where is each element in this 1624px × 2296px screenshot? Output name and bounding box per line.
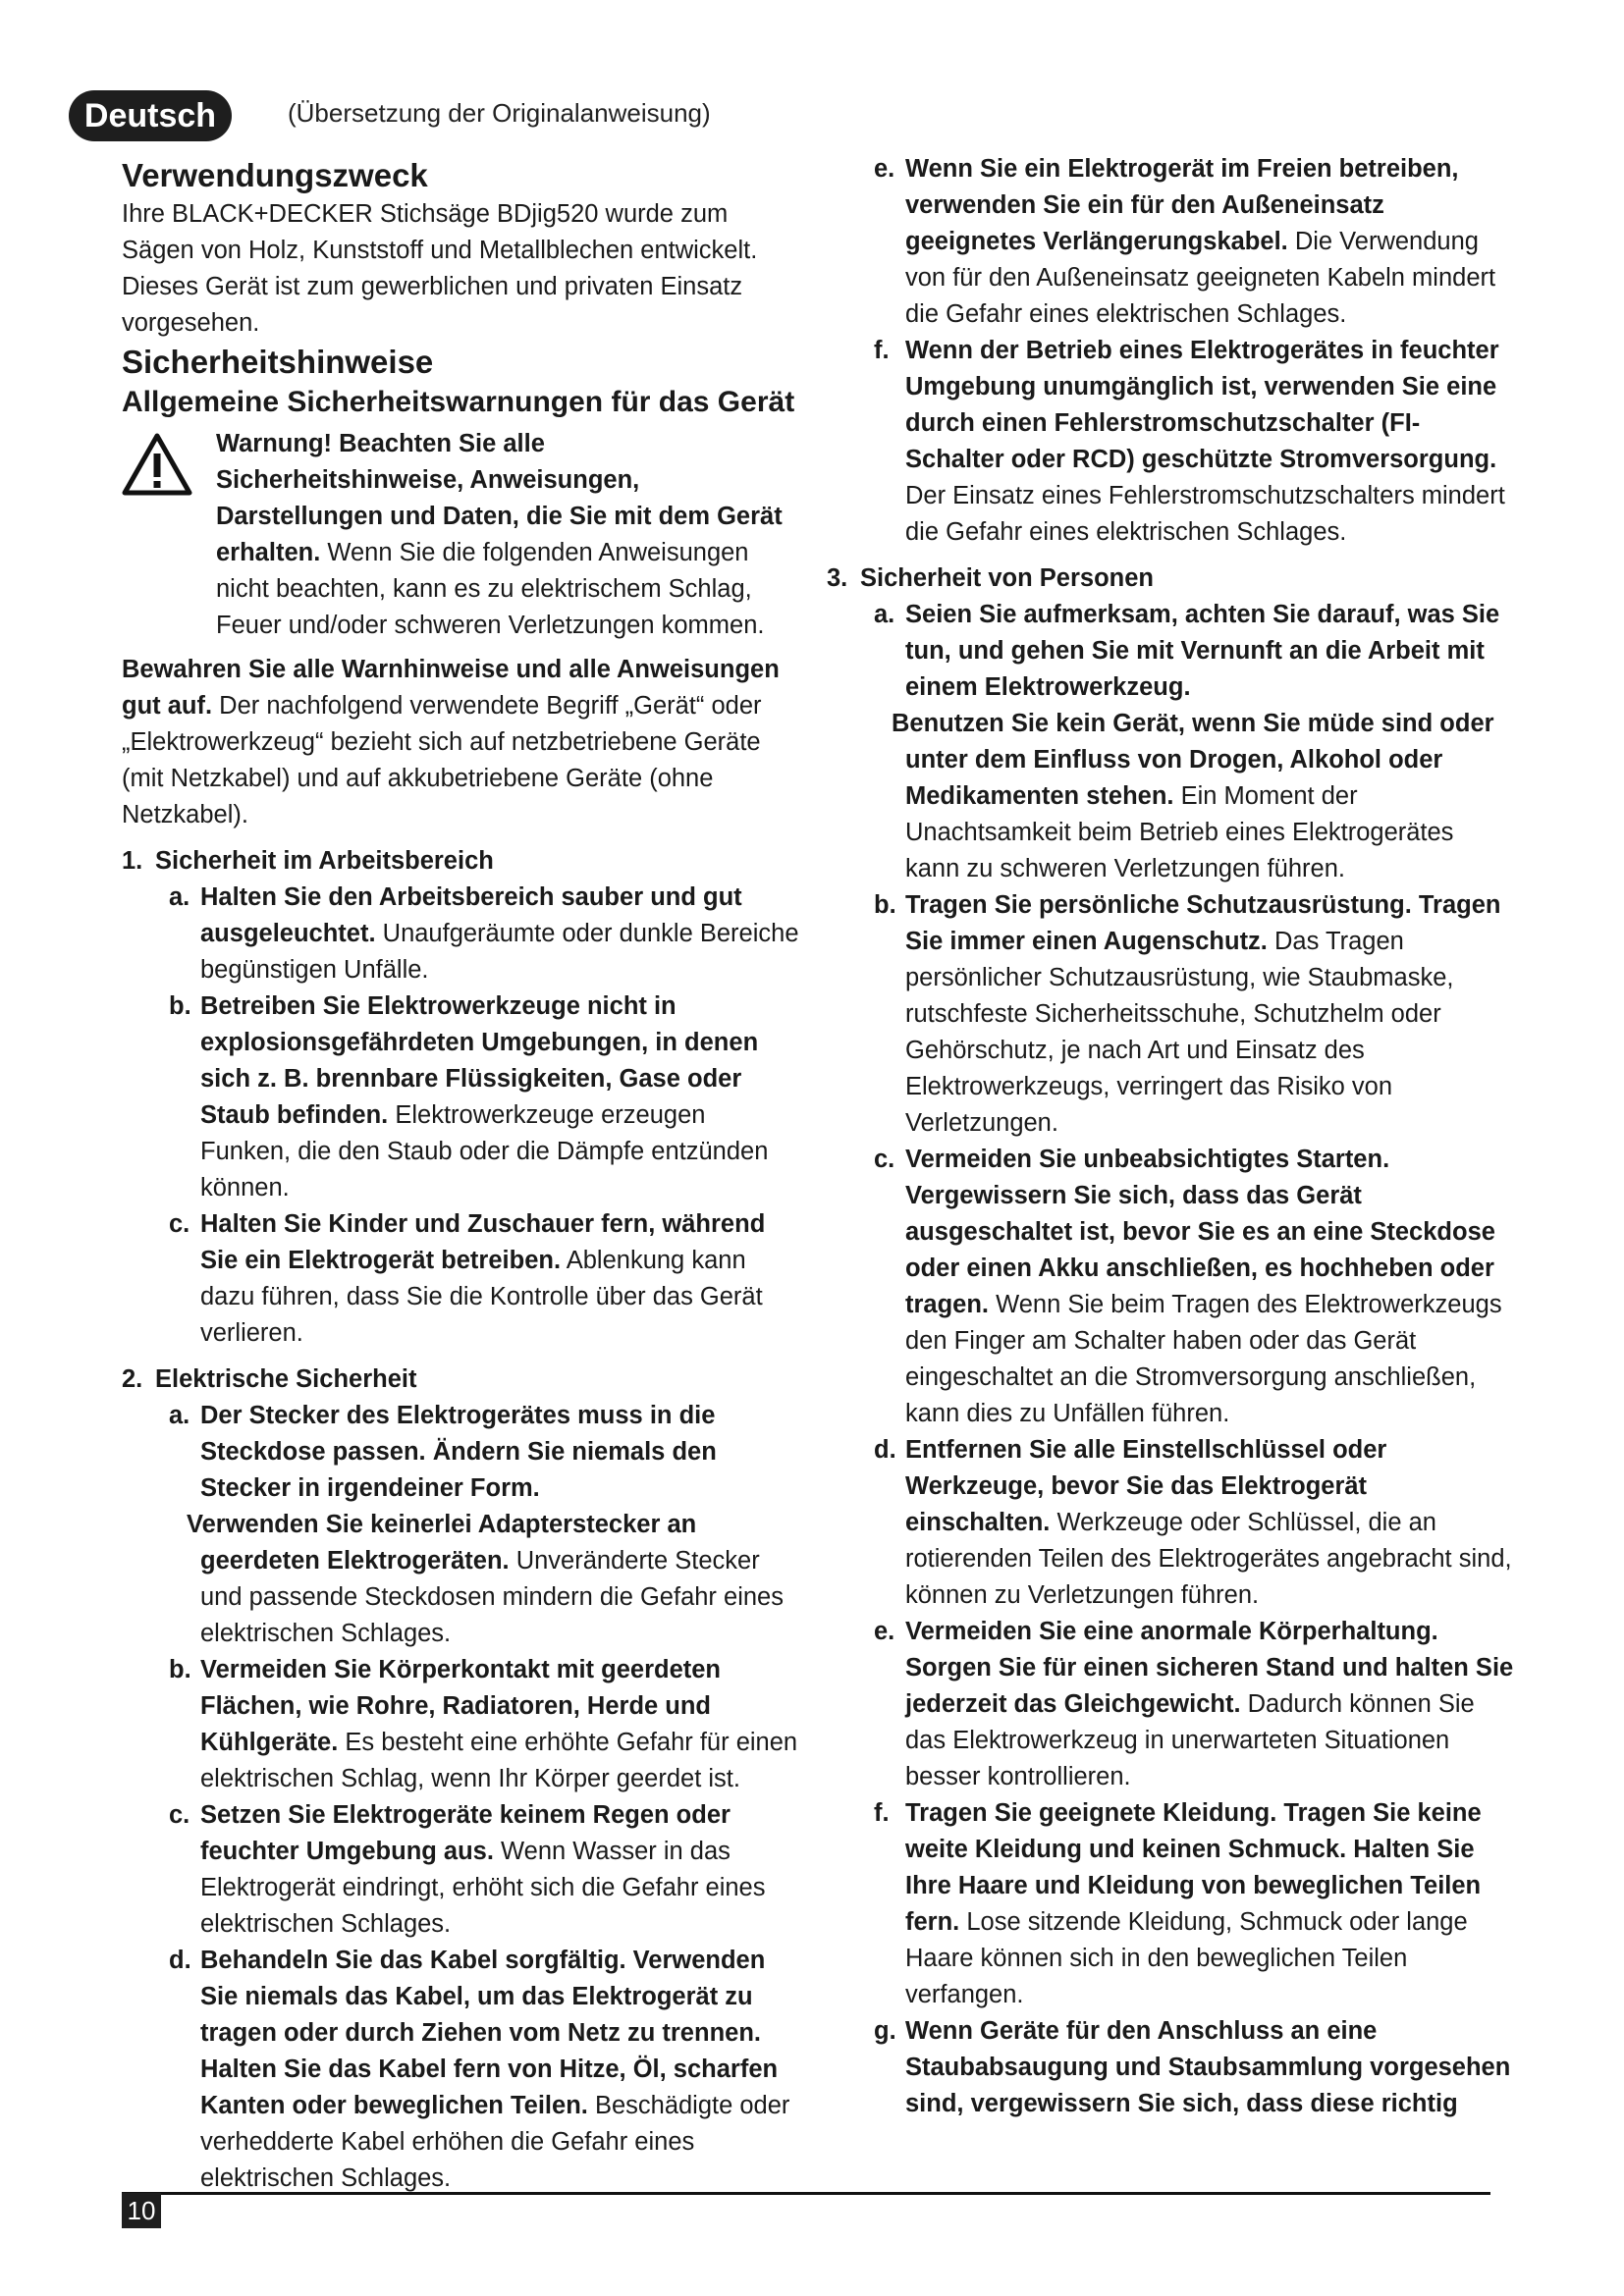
item-3a: a. Seien Sie aufmerksam, achten Sie darauf, was Sie tun, und gehen Sie mit Vernunft an die Arbeit mit einem Elektrowerkzeug.: [874, 601, 1500, 701]
item-3d: d. Entfernen Sie alle Einstellschlüssel oder Werkzeuge, bevor Sie das Elektrogerät einschalten. Werkzeuge oder Schlüssel, die an rotierenden Teilen des Elektrogerätes angebracht sind, können zu Verletzungen führen.: [874, 1436, 1512, 1609]
section-2-heading: 2. Elektrische Sicherheit: [122, 1365, 417, 1393]
warning-text: Wenn Sie die folgenden Anweisungen nicht beachten, kann es zu elektrischem Schlag, Feuer und/oder schweren Verletzungen kommen.: [216, 539, 765, 639]
item-3c: c. Vermeiden Sie unbeabsichtigtes Starten. Vergewissern Sie sich, dass das Gerät ausgeschaltet ist, bevor Sie es an eine Steckdose oder einen Akku anschließen, es hochheben oder tragen. Wenn Sie beim Tragen des Elektrowerkzeugs den Finger am Schalter haben oder das Gerät eingeschaltet an die Stromversorgung anschließen, kann dies zu Unfällen führen.: [874, 1146, 1502, 1427]
item-3f: f. Tragen Sie geeignete Kleidung. Tragen Sie keine weite Kleidung und keinen Schmuck. Halten Sie Ihre Haare und Kleidung von beweglichen Teilen fern. Lose sitzende Kleidung, Schmuck oder lange Haare können sich in den beweglichen Teilen verfangen.: [874, 1799, 1482, 2008]
warning-bold: Warnung! Beachten Sie alle Sicherheitshinweise, Anweisungen, Darstellungen und Daten, die Sie mit dem Gerät erhalten.: [216, 430, 783, 566]
item-3a-continued: Benutzen Sie kein Gerät, wenn Sie müde sind oder unter dem Einfluss von Drogen, Alkohol oder Medikamenten stehen. Ein Moment der Unachtsamkeit beim Betrieb eines Elektrogerätes kann zu schweren Verletzungen führen.: [892, 710, 1494, 882]
item-3g: g. Wenn Geräte für den Anschluss an eine Staubabsaugung und Staubsammlung vorgesehen sind, vergewissern Sie sich, dass diese richtig: [874, 2017, 1511, 2117]
item-3b: b. Tragen Sie persönliche Schutzausrüstung. Tragen Sie immer einen Augenschutz. Das Tragen persönlicher Schutzausrüstung, wie Staubmaske, rutschfeste Sicherheitsschuhe, Schutzhelm oder Gehörschutz, je nach Art und Einsatz des Elektrowerkzeugs, verringert das Risiko von Verletzungen.: [874, 891, 1501, 1137]
item-2c: c. Setzen Sie Elektrogeräte keinem Regen oder feuchter Umgebung aus. Wenn Wasser in das Elektrogerät eindringt, erhöht sich die Gefahr eines elektrischen Schlages.: [169, 1801, 766, 1938]
safety-heading: Sicherheitshinweise: [122, 344, 434, 380]
warning-triangle-icon: [122, 432, 192, 497]
footer-rule: [122, 2192, 1490, 2195]
item-3e: e. Vermeiden Sie eine anormale Körperhaltung. Sorgen Sie für einen sicheren Stand und halten Sie jederzeit das Gleichgewicht. Dadurch können Sie das Elektrowerkzeug in unerwarteten Situationen besser kontrollieren.: [874, 1618, 1514, 1790]
warning-block: [122, 426, 799, 644]
item-2a: a. Der Stecker des Elektrogerätes muss in die Steckdose passen. Ändern Sie niemals den Stecker in irgendeiner Form.: [169, 1402, 717, 1502]
item-2e: e. Wenn Sie ein Elektrogerät im Freien betreiben, verwenden Sie ein für den Außeneinsatz geeignetes Verlängerungskabel. Die Verwendung von für den Außeneinsatz geeigneten Kabeln mindert die Gefahr eines elektrischen Schlages.: [874, 155, 1496, 328]
section-3-heading: 3. Sicherheit von Personen: [827, 564, 1155, 592]
item-1c: c. Halten Sie Kinder und Zuschauer fern, während Sie ein Elektrogerät betreiben. Ablenkung kann dazu führen, dass Sie die Kontrolle über das Gerät verlieren.: [169, 1210, 766, 1347]
item-1a: a. Halten Sie den Arbeitsbereich sauber und gut ausgeleuchtet. Unaufgeräumte oder dunkle Bereiche begünstigen Unfälle.: [169, 883, 799, 984]
purpose-text: Ihre BLACK+DECKER Stichsäge BDjig520 wurde zum Sägen von Holz, Kunststoff und Metallblechen entwickelt. Dieses Gerät ist zum gewerblichen und privaten Einsatz vorgesehen.: [122, 200, 758, 337]
item-2a-continued: Verwenden Sie keinerlei Adapterstecker an geerdeten Elektrogeräten. Unveränderte Stecker und passende Steckdosen mindern die Gefahr eines elektrischen Schlages.: [187, 1511, 784, 1647]
item-2d: d. Behandeln Sie das Kabel sorgfältig. Verwenden Sie niemals das Kabel, um das Elektrogerät zu tragen oder durch Ziehen vom Netz zu trennen. Halten Sie das Kabel fern von Hitze, Öl, scharfen Kanten oder beweglichen Teilen. Beschädigte oder verhedderte Kabel erhöhen die Gefahr eines elektrischen Schlages.: [169, 1947, 790, 2192]
language-badge: Deutsch: [69, 90, 232, 141]
right-column: [827, 151, 1514, 2122]
item-2f: f. Wenn der Betrieb eines Elektrogerätes in feuchter Umgebung unumgänglich ist, verwenden Sie eine durch einen Fehlerstromschutzschalter (FI-Schalter oder RCD) geschützte Stromversorgung. Der Einsatz eines Fehlerstromschutzschalters mindert die Gefahr eines elektrischen Schlages.: [874, 337, 1505, 546]
page-number: 10: [122, 2193, 161, 2228]
item-1b: b. Betreiben Sie Elektrowerkzeuge nicht in explosionsgefährdeten Umgebungen, in denen sich z. B. brennbare Flüssigkeiten, Gase oder Staub befinden. Elektrowerkzeuge erzeugen Funken, die den Staub oder die Dämpfe entzünden können.: [169, 992, 769, 1201]
general-warnings-heading: Allgemeine Sicherheitswarnungen für das Gerät: [122, 386, 795, 418]
translation-note: (Übersetzung der Originalanweisung): [288, 98, 711, 128]
section-1-heading: 1. Sicherheit im Arbeitsbereich: [122, 847, 494, 875]
item-2b: b. Vermeiden Sie Körperkontakt mit geerdeten Flächen, wie Rohre, Radiatoren, Herde und Kühlgeräte. Es besteht eine erhöhte Gefahr für einen elektrischen Schlag, wenn Ihr Körper geerdet ist.: [169, 1656, 798, 1792]
purpose-heading: Verwendungszweck: [122, 157, 428, 193]
keep-instructions-bold: Bewahren Sie alle Warnhinweise und alle Anweisungen gut auf.: [122, 656, 780, 720]
keep-instructions-text: Der nachfolgend verwendete Begriff „Gerät“ oder „Elektrowerkzeug“ bezieht sich auf netzbetriebene Geräte (mit Netzkabel) und auf akkubetriebene Geräte (ohne Netzkabel).: [122, 692, 762, 828]
left-column: [122, 155, 799, 2197]
